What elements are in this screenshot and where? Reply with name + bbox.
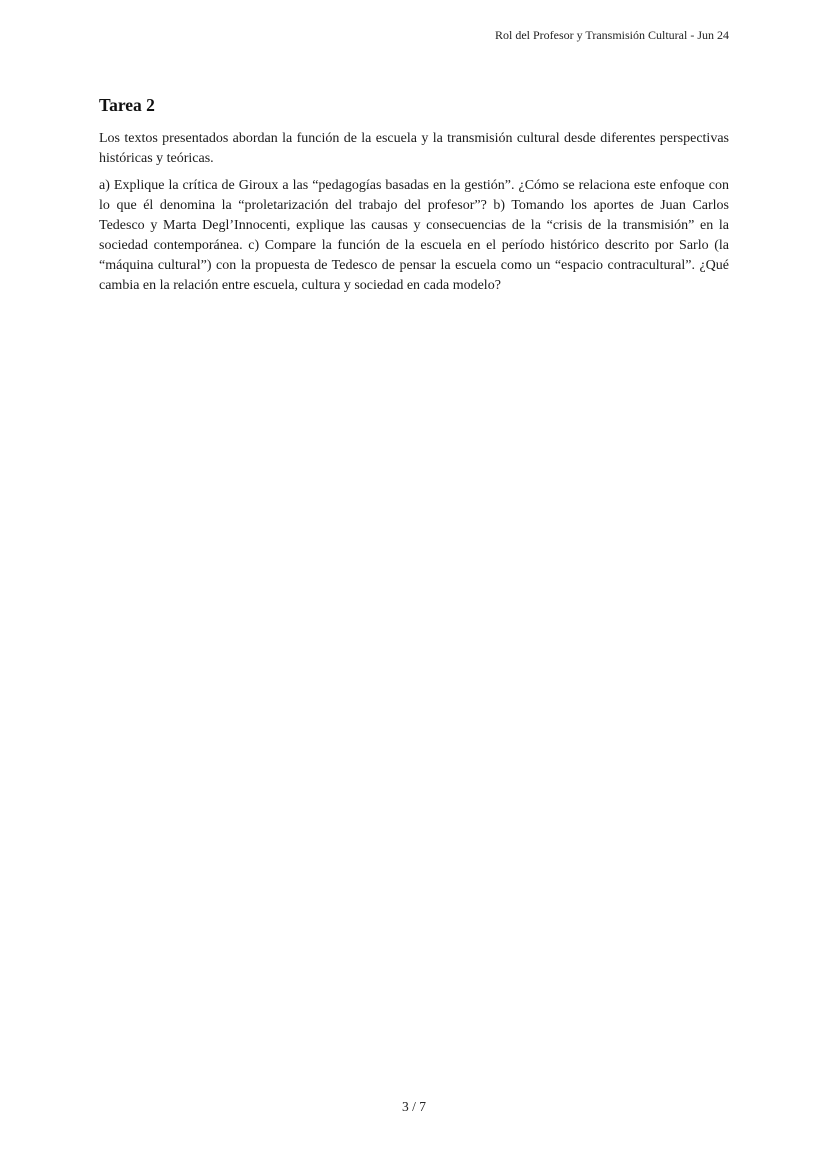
page-number: 3 / 7 xyxy=(401,1099,426,1114)
document-body xyxy=(99,93,729,303)
task-questions-paragraph: a) Explique la crítica de Giroux a las “pedagogías basadas en la gestión”. ¿Cómo se relaciona este enfoque con lo que él denomina la “proletarización del trabajo del profesor”? b) Tomando los aportes de Juan Carlos Tedesco y Marta Degl’Innocenti, explique las causas y consecuencias de la “crisis de la transmisión” en la sociedad contemporánea. c) Compare la función de la escuela en el período histórico descrito por Sarlo (la “máquina cultural”) con la propuesta de Tedesco de pensar la escuela como un “espacio contracultural”. ¿Qué cambia en la relación entre escuela, cultura y sociedad en cada modelo? xyxy=(99,178,729,293)
task-title: Tarea 2 xyxy=(99,95,155,115)
running-header: Rol del Profesor y Transmisión Cultural - Jun 24 xyxy=(494,28,729,42)
task-intro-paragraph: Los textos presentados abordan la función de la escuela y la transmisión cultural desde diferentes perspectivas históricas y teóricas. xyxy=(99,131,729,166)
